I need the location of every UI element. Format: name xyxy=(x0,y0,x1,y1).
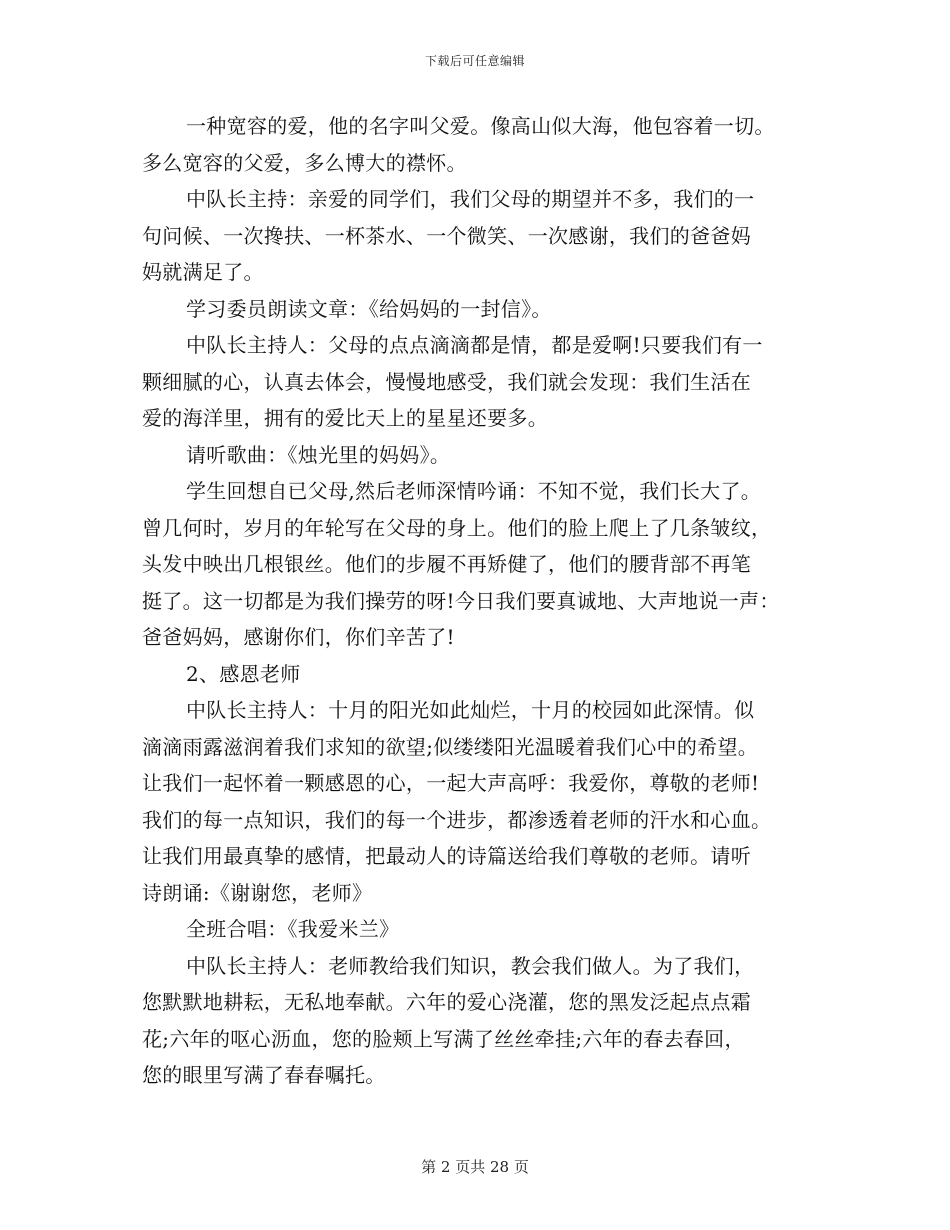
paragraph-first-line: 学生回想自已父母,然后老师深情吟诵：不知不觉，我们长大了。 xyxy=(186,479,762,503)
paragraph-line: 爱的海洋里，拥有的爱比天上的星星还要多。 xyxy=(142,406,548,430)
paragraph-line: 多么宽容的父爱，多么博大的襟怀。 xyxy=(142,150,467,175)
page-footer: 第 2 页共 28 页 xyxy=(421,1158,529,1176)
document-body xyxy=(142,108,814,1094)
paragraph-first-line: 中队长主持人：老师教给我们知识，教会我们做人。为了我们， xyxy=(186,953,755,978)
paragraph-line: 诗朗诵:《谢谢您，老师》 xyxy=(142,880,373,905)
paragraph-line: 我们的每一点知识，我们的每一个进步，都渗透着老师的汗水和心血。 xyxy=(142,807,772,832)
page-header: 下载后可任意编辑 xyxy=(424,54,525,68)
paragraph-line: 爸爸妈妈，感谢你们，你们辛苦了! xyxy=(142,625,455,649)
paragraph-line: 让我们一起怀着一颗感恩的心，一起大声高呼：我爱你，尊敬的老师! xyxy=(142,771,760,795)
paragraph-first-line: 2、感恩老师 xyxy=(186,661,301,686)
paragraph-line: 头发中映出几根银丝。他们的步履不再矫健了，他们的腰背部不再笔 xyxy=(142,552,751,576)
paragraph-line: 句问候、一次搀扶、一杯茶水、一个微笑、一次感谢，我们的爸爸妈 xyxy=(142,223,751,248)
paragraph-first-line: 全班合唱：《我爱米兰》 xyxy=(186,917,400,941)
paragraph-line: 您默默地耕耘，无私地奉献。六年的爱心浇灌，您的黑发泛起点点霜 xyxy=(142,990,751,1014)
paragraph-first-line: 请听歌曲：《烛光里的妈妈》。 xyxy=(186,442,451,467)
paragraph-line: 滴滴雨露滋润着我们求知的欲望;似缕缕阳光温暖着我们心中的希望。 xyxy=(142,734,759,759)
paragraph-line: 挺了。这一切都是为我们操劳的呀!今日我们要真诚地、大声地说一声： xyxy=(142,588,780,613)
paragraph-first-line: 中队长主持人：父母的点点滴滴都是情，都是爱啊!只要我们有一 xyxy=(186,333,763,357)
paragraph-first-line: 中队长主持：亲爱的同学们，我们父母的期望并不多，我们的一 xyxy=(186,187,755,211)
paragraph-line: 花;六年的呕心沥血，您的脸颊上写满了丝丝牵挂;六年的春去春回， xyxy=(142,1026,745,1051)
paragraph-line: 让我们用最真挚的感情，把最动人的诗篇送给我们尊敬的老师。请听 xyxy=(142,844,751,868)
paragraph-line: 颗细腻的心，认真去体会，慢慢地感受，我们就会发现：我们生活在 xyxy=(142,369,751,394)
paragraph-first-line: 学习委员朗读文章：《给妈妈的一封信》。 xyxy=(186,296,552,321)
paragraph-first-line: 一种宽容的爱，他的名字叫父爱。像高山似大海，他包容着一切。 xyxy=(186,114,775,138)
paragraph-line: 妈就满足了。 xyxy=(142,260,264,284)
paragraph-line: 曾几何时，岁月的年轮写在父母的身上。他们的脸上爬上了几条皱纹， xyxy=(142,515,772,540)
paragraph-line: 您的眼里写满了春春嘱托。 xyxy=(142,1063,386,1087)
paragraph-first-line: 中队长主持人：十月的阳光如此灿烂，十月的校园如此深情。似 xyxy=(186,698,755,722)
